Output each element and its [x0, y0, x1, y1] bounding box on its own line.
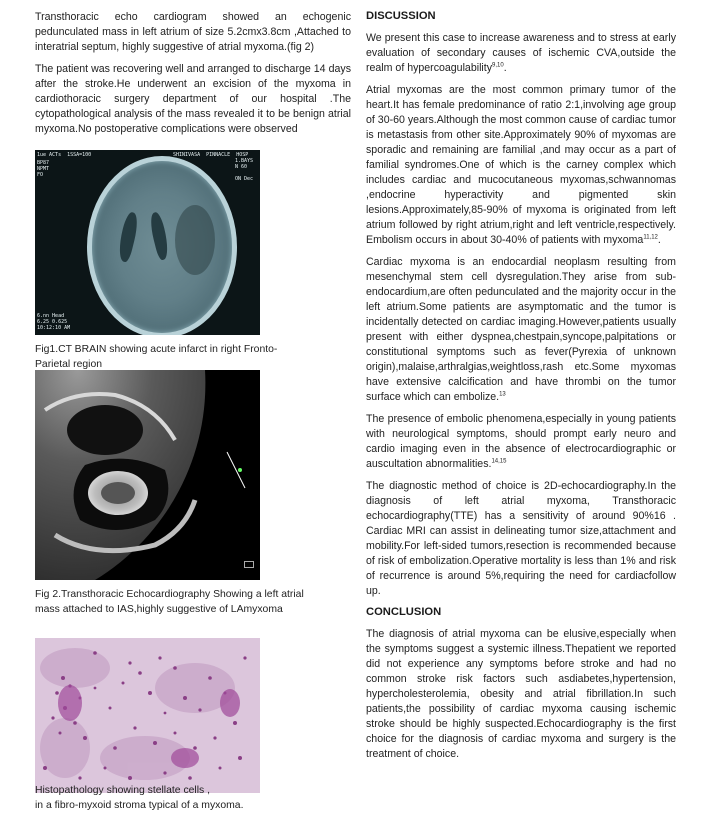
fig1-caption: Fig1.CT BRAIN showing acute infarct in right Fronto-Parietal region [35, 344, 278, 370]
echo-mass-core [101, 482, 135, 504]
ct-overlay-top-left-2: BP87 NPMT FO [37, 160, 50, 178]
d3-citation: 13 [499, 391, 506, 398]
discussion-paragraph-4 [366, 412, 676, 472]
right-column [366, 10, 676, 762]
fig3-caption-line2: in a fibro-myxoid stroma typical of a myxoma. [35, 799, 244, 811]
case-paragraph-echo: Transthoracic echo cardiogram showed an echogenic pedunculated mass in left atrium of size 5.2cmx3.8cm ,Attached to interatrial septum, highly suggestive of atrial myxoma.(fig 2) [35, 11, 351, 53]
d4-text: The presence of embolic phenomena,especially in young patients with neurological symptoms, should prompt early neuro and cardio imaging even in the absence of electrocardiographic or auscultation abnormalities. [366, 413, 676, 470]
echo-scale-icon [244, 561, 254, 568]
discussion-paragraph-3 [366, 255, 676, 405]
d1-end: . [503, 62, 507, 74]
d3-text: Cardiac myxoma is an endocardial neoplasm resulting from mesenchymal stem cell dysregulation.They arise from sub-endocardium,are often pedunculated and the majority occur in the left atrium.Some patients are asymptomatic and the tumor is incidentally detected on cardiac imaging.However,patients usually present with either dyspnea,chestpain,syncope,palpitations or constitutional symptoms such as fever(Pyrexia of unknown origin),malaise,arthralgias,weightloss,rash etc.Some myxomas have extensive calcification and have thrombi on the tumor surface which can embolize. [366, 256, 676, 403]
ct-overlay-top-right: 1.BAYS N 60 ON Dec [235, 158, 254, 182]
echocardiography-image [35, 370, 260, 580]
ct-overlay-bottom-left: 6.nn Head 6.25 0.625 10:12:10 AM [37, 313, 71, 331]
fig3-caption [35, 784, 315, 813]
fig2-caption: Fig 2.Transthoracic Echocardiography Showing a left atrial mass attached to IAS,highly suggestive of LAmyxoma [35, 589, 304, 615]
conclusion-heading: CONCLUSION [366, 606, 442, 618]
case-paragraph-recovery: The patient was recovering well and arranged to discharge 14 days after the stroke.He underwent an excision of the myxoma in cardiothoracic surgery department of our hospital .The cytopathological analysis of the mass revealed it to be benign atrial myxoma.No postoperative complications were observed [35, 63, 351, 135]
ct-overlay-top-left: 1ue ACTs 1SSA=100 [37, 152, 92, 158]
left-column [35, 10, 351, 811]
echo-chamber-top [67, 405, 143, 455]
ct-infarct-region [175, 205, 215, 275]
discussion-heading: DISCUSSION [366, 10, 436, 22]
d1-text: We present this case to increase awareness and to stress at early evaluation of secondary causes of ischemic CVA,outside the realm of hypercoagulability [366, 32, 676, 74]
d2-end: . [657, 234, 661, 246]
histo-svg [35, 638, 260, 793]
fig3-caption-line1: Histopathology showing stellate cells , [35, 785, 211, 796]
d2-text: Atrial myxomas are the most common primary tumor of the heart.It has female predominance of ratio 2:1,involving age group of 30-60 years.Although the most common cause of cardiac tumor is metastasis from other site.Approximately 90% of myxomas are sporadic and remaining are familial ,and may occur as a part of familial syndromes.One of which is the carney complex which includes cardiac and mucocutaneous myxomas,schwannomas ,endocrine hyperactivity and pigmented skin lesions.Approximately,85-90% of myxoma is originated from left atrium followed by right atrium,right and left ventricle,respectively. Embolism occurs in about 30-40% of patients with myxoma [366, 84, 676, 246]
discussion-paragraph-5: The diagnostic method of choice is 2D-echocardiography.In the diagnosis of left atrial myxoma, Transthoracic echocardiography(TTE) has a sensitivity of around 90%16 . Cardiac MRI can assist in delineating tumor size,attachment and mobility.For left-sided tumors,resection is recommended because of risk of embolization.Operative mortality is less than 1% and risk of recurrence is around 5%,requiring the need for cardiacfollow up. [366, 480, 676, 597]
echo-caliper-dot [238, 468, 242, 472]
discussion-paragraph-1 [366, 31, 676, 76]
histopathology-image [35, 638, 260, 793]
d2-citation: 11,12 [643, 234, 658, 241]
d4-citation: 14,15 [491, 458, 507, 465]
echo-fan-svg [35, 370, 260, 580]
ct-brain-image [35, 150, 260, 335]
ct-overlay-top-center: SHINIVASA PINNACLE HOSP [173, 152, 249, 158]
echo-caliper [227, 452, 245, 488]
discussion-paragraph-2 [366, 83, 676, 248]
d1-citation: 9,10 [492, 62, 504, 69]
conclusion-paragraph: The diagnosis of atrial myxoma can be elusive,especially when the symptoms suggest a systemic illness.Thepatient we reported did not experience any symptoms before stroke and had no common stroke risk factors such asdiabetes,hypertension, hypercholesterolemia, obesity and atrial fibrillation.In such patients,the possibility of cardiac myxoma causing ischemic stroke should be highly suspected.Echocardiography is the first choice for the diagnosis of cardiac myxoma and surgery is the treatment of choice. [366, 628, 676, 760]
